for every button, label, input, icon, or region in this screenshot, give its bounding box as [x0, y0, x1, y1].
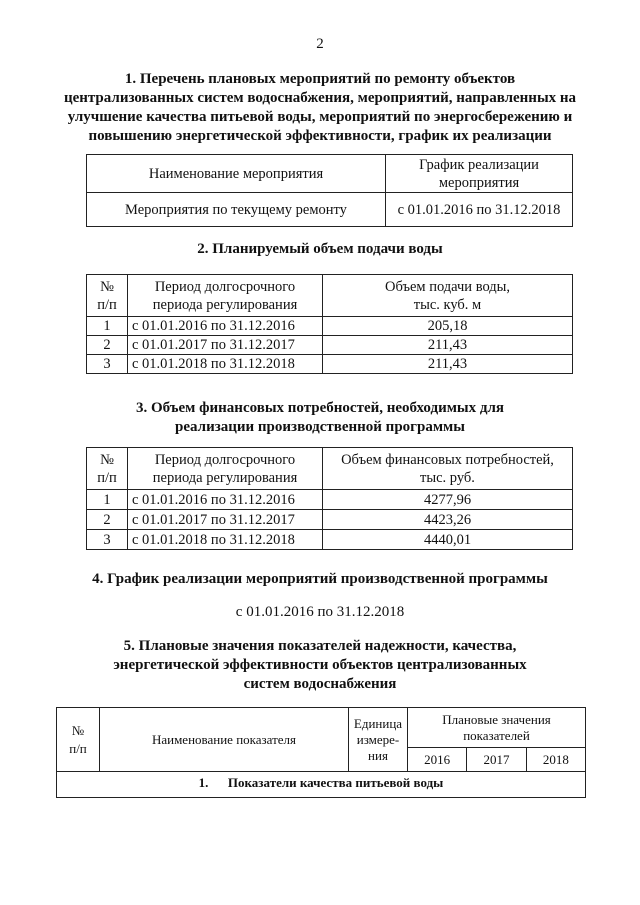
section-3-title [0, 399, 640, 437]
section-5-table [56, 707, 586, 798]
header-line: п/п [97, 469, 117, 486]
table-cell: с 01.01.2018 по 31.12.2018 [128, 530, 323, 550]
header-line: График реализации [419, 156, 539, 173]
header-line: мероприятия [438, 174, 520, 191]
header-line: № [100, 451, 114, 468]
table-cell: с 01.01.2017 по 31.12.2017 [128, 510, 323, 530]
header-line: Объем подачи воды, [384, 278, 511, 295]
section-2-table [86, 274, 573, 374]
page-number: 2 [316, 36, 324, 52]
section-5-title-line: энергетической эффективности объектов централизованных [113, 657, 527, 673]
table-row [87, 530, 573, 550]
section-1-title-line: централизованных систем водоснабжения, мероприятий, направленных на [63, 90, 577, 106]
table-header-row [87, 155, 573, 193]
section-4-period: с 01.01.2016 по 31.12.2018 [235, 604, 405, 620]
table-cell: 205,18 [323, 317, 573, 336]
table-cell: 4423,26 [323, 510, 573, 530]
table-cell: 4277,96 [323, 490, 573, 510]
table-row [87, 317, 573, 336]
header-line: № [71, 722, 85, 738]
subheader-number: 1. [198, 775, 209, 790]
header-cell [128, 275, 323, 317]
header-line: п/п [97, 296, 117, 313]
section-3-table [86, 447, 573, 550]
table-cell: с 01.01.2018 по 31.12.2018 [128, 355, 323, 374]
header-line: № [100, 278, 114, 295]
header-line: Период долгосрочного [154, 278, 296, 295]
table-cell: с 01.01.2017 по 31.12.2017 [128, 336, 323, 355]
header-cell: Наименование мероприятия [87, 155, 386, 193]
header-line: показателей [463, 727, 530, 743]
header-line: ния [368, 747, 388, 763]
header-line: измере- [356, 731, 400, 747]
header-line: п/п [69, 740, 87, 756]
section-5-title [0, 637, 640, 694]
section-5-title-line: систем водоснабжения [243, 676, 397, 692]
header-line: тыс. руб. [420, 469, 475, 486]
table-row [57, 772, 586, 798]
table-cell: 1 [87, 317, 128, 336]
header-cell [323, 275, 573, 317]
header-cell [386, 155, 573, 193]
header-cell [408, 708, 586, 748]
header-line: тыс. куб. м [413, 296, 482, 313]
header-line: периода регулирования [152, 469, 298, 486]
table-cell: 2 [87, 510, 128, 530]
table-cell: с 01.01.2016 по 31.12.2018 [386, 193, 573, 227]
table-row [87, 355, 573, 374]
table-header-row [57, 708, 586, 748]
table-cell: 3 [87, 355, 128, 374]
table-header-row [87, 275, 573, 317]
table-cell: 3 [87, 530, 128, 550]
year-cell: 2017 [467, 748, 526, 772]
table-row [87, 490, 573, 510]
table-cell: Мероприятия по текущему ремонту [87, 193, 386, 227]
table-cell: с 01.01.2016 по 31.12.2016 [128, 490, 323, 510]
section-3-title-line: реализации производственной программы [175, 419, 465, 435]
table-cell: с 01.01.2016 по 31.12.2016 [128, 317, 323, 336]
header-line: периода регулирования [152, 296, 298, 313]
section-3-title-line: 3. Объем финансовых потребностей, необходимых для [135, 400, 505, 416]
header-cell [128, 448, 323, 490]
header-cell [57, 708, 100, 772]
header-line: Единица [353, 715, 403, 731]
table-cell: 4440,01 [323, 530, 573, 550]
header-cell [323, 448, 573, 490]
table-cell: 1 [87, 490, 128, 510]
subheader-cell [57, 772, 586, 798]
section-4-title: 4. График реализации мероприятий производственной программы [92, 571, 548, 587]
header-cell [87, 448, 128, 490]
header-cell: Наименование показателя [100, 708, 349, 772]
table-header-row [87, 448, 573, 490]
table-row [87, 510, 573, 530]
section-1-title-line: 1. Перечень плановых мероприятий по ремонту объектов [124, 71, 516, 87]
subheader-text: Показатели качества питьевой воды [227, 775, 444, 790]
header-cell [87, 275, 128, 317]
header-line: Плановые значения [442, 711, 551, 727]
table-row [87, 193, 573, 227]
table-cell: 2 [87, 336, 128, 355]
section-5-title-line: 5. Плановые значения показателей надежности, качества, [123, 638, 517, 654]
header-line: Период долгосрочного [154, 451, 296, 468]
header-cell [349, 708, 408, 772]
section-1-title-line: улучшение качества питьевой воды, мероприятий по энергосбережению и [67, 109, 573, 125]
table-cell: 211,43 [323, 355, 573, 374]
year-cell: 2018 [526, 748, 585, 772]
table-cell: 211,43 [323, 336, 573, 355]
section-2-title: 2. Планируемый объем подачи воды [197, 241, 443, 257]
section-1-title-line: повышению энергетической эффективности, график их реализации [88, 128, 552, 144]
year-cell: 2016 [408, 748, 467, 772]
header-line: Объем финансовых потребностей, [341, 451, 554, 468]
section-1-table [86, 154, 573, 227]
table-row [87, 336, 573, 355]
section-1-title [0, 70, 640, 146]
